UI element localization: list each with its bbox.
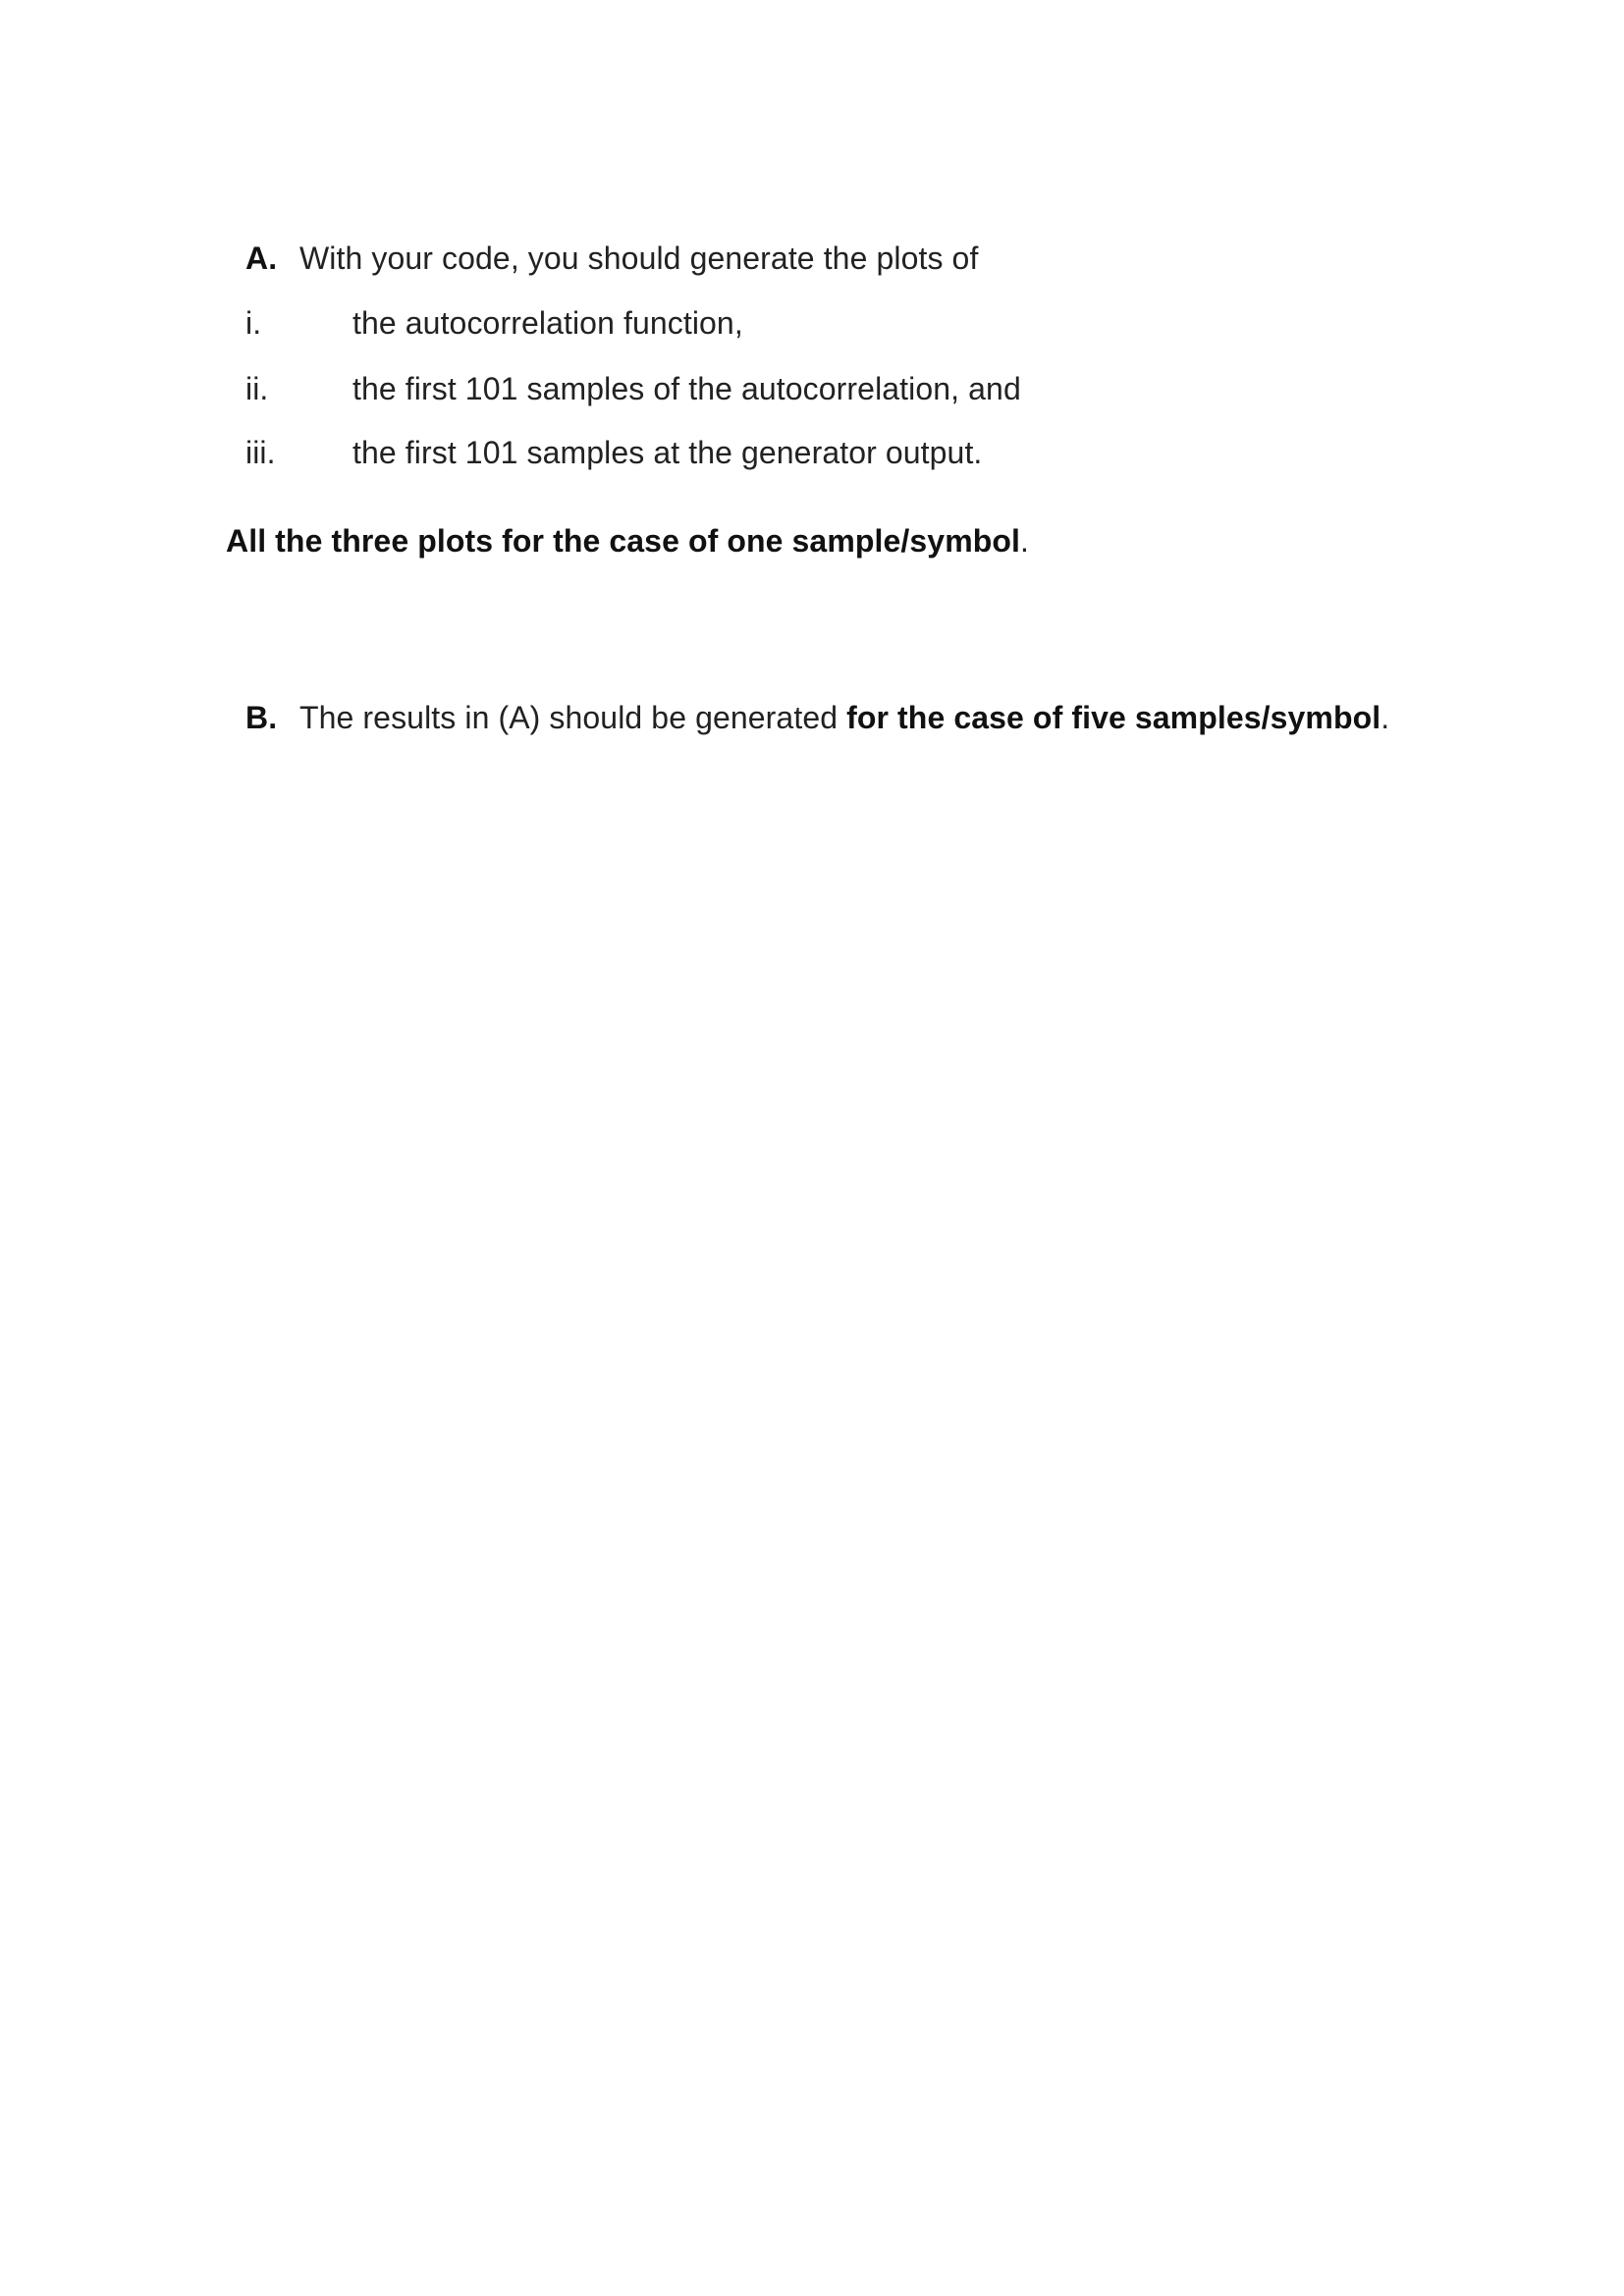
section-a-intro: With your code, you should generate the plots of: [299, 240, 979, 276]
section-b-text: [299, 698, 1389, 737]
list-item-text: the first 101 samples of the autocorrelation, and: [352, 371, 1021, 406]
section-b-text-plain: The results in (A) should be generated: [299, 700, 847, 735]
list-item-text: the first 101 samples at the generator output.: [352, 435, 983, 470]
section-a-note: [226, 521, 1029, 561]
list-item-numeral: i.: [245, 305, 262, 341]
section-a-note-bold: All the three plots for the case of one sample/symbol: [226, 523, 1021, 559]
section-b-period: .: [1380, 700, 1390, 735]
section-a-marker: A.: [245, 240, 278, 276]
section-a-note-period: .: [1020, 523, 1030, 559]
section-b-text-bold: for the case of five samples/symbol: [846, 700, 1381, 735]
list-item-text: the autocorrelation function,: [352, 305, 743, 341]
list-item-numeral: iii.: [245, 435, 276, 470]
list-item-numeral: ii.: [245, 371, 269, 406]
section-b-marker: B.: [245, 700, 278, 735]
